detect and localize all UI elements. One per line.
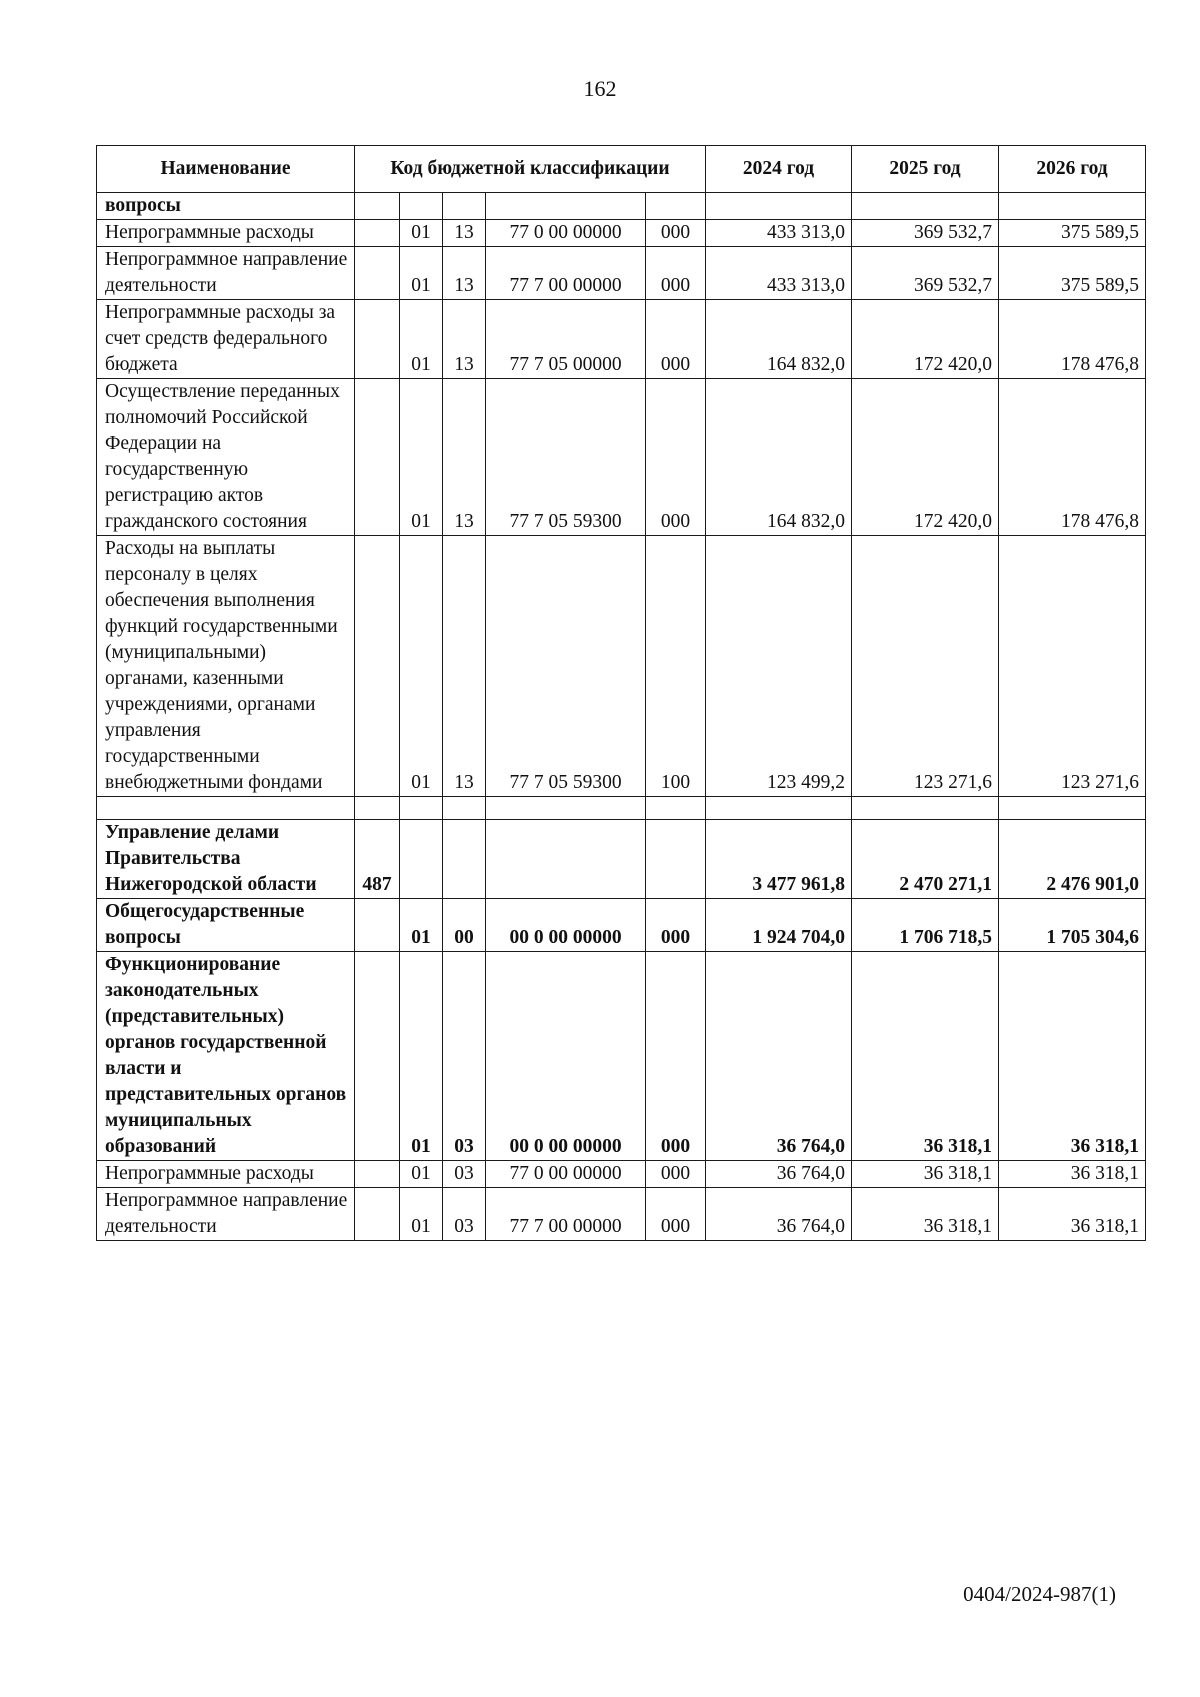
row-amount-2024: 36 764,0 (706, 952, 852, 1161)
row-subsection-code: 13 (443, 379, 486, 536)
row-amount-2024 (706, 193, 852, 220)
row-amount-2024: 164 832,0 (706, 300, 852, 379)
table-row (97, 536, 1146, 797)
row-section-code (400, 193, 443, 220)
header-code: Код бюджетной классификации (355, 146, 706, 193)
row-gov-code (355, 379, 400, 536)
row-subsection-code: 03 (443, 1188, 486, 1241)
row-name: Непрограммные расходы за счет средств федерального бюджета (97, 300, 355, 379)
row-amount-2026: 1 705 304,6 (999, 899, 1146, 952)
row-amount-2025: 36 318,1 (852, 1188, 999, 1241)
table-row (97, 300, 1146, 379)
row-amount-2024: 164 832,0 (706, 379, 852, 536)
row-section-code (400, 797, 443, 820)
row-section-code: 01 (400, 247, 443, 300)
row-amount-2026: 178 476,8 (999, 300, 1146, 379)
row-gov-code: 487 (355, 820, 400, 899)
header-name: Наименование (97, 146, 355, 193)
table-row (97, 247, 1146, 300)
row-subsection-code (443, 193, 486, 220)
row-gov-code (355, 952, 400, 1161)
row-name: Непрограммные расходы (97, 1161, 355, 1188)
row-section-code: 01 (400, 899, 443, 952)
row-name: Непрограммные расходы (97, 220, 355, 247)
row-subsection-code: 00 (443, 899, 486, 952)
row-subsection-code: 13 (443, 536, 486, 797)
row-target-article-code: 00 0 00 00000 (486, 899, 646, 952)
row-amount-2025: 369 532,7 (852, 220, 999, 247)
row-name: Непрограммное направление деятельности (97, 247, 355, 300)
row-expense-type-code: 000 (646, 1188, 706, 1241)
row-expense-type-code: 000 (646, 300, 706, 379)
row-target-article-code: 77 0 00 00000 (486, 220, 646, 247)
row-section-code: 01 (400, 379, 443, 536)
row-amount-2024: 123 499,2 (706, 536, 852, 797)
row-subsection-code: 13 (443, 247, 486, 300)
row-amount-2025: 123 271,6 (852, 536, 999, 797)
row-amount-2026: 36 318,1 (999, 1188, 1146, 1241)
row-amount-2024: 36 764,0 (706, 1161, 852, 1188)
table-row (97, 1188, 1146, 1241)
row-amount-2025: 369 532,7 (852, 247, 999, 300)
row-section-code: 01 (400, 300, 443, 379)
row-expense-type-code (646, 193, 706, 220)
row-amount-2025: 36 318,1 (852, 1161, 999, 1188)
row-expense-type-code: 000 (646, 379, 706, 536)
row-gov-code (355, 193, 400, 220)
table-row (97, 952, 1146, 1161)
row-subsection-code: 13 (443, 220, 486, 247)
table-body (97, 193, 1146, 1241)
row-subsection-code: 03 (443, 952, 486, 1161)
row-section-code: 01 (400, 1161, 443, 1188)
row-gov-code (355, 1188, 400, 1241)
row-name: Функционирование законодательных (представительных) органов государственной власти и представительных органов муниципальных образований (97, 952, 355, 1161)
row-amount-2025: 36 318,1 (852, 952, 999, 1161)
row-amount-2024: 36 764,0 (706, 1188, 852, 1241)
row-amount-2025: 172 420,0 (852, 379, 999, 536)
row-subsection-code (443, 820, 486, 899)
row-subsection-code: 03 (443, 1161, 486, 1188)
row-gov-code (355, 247, 400, 300)
row-gov-code (355, 797, 400, 820)
row-amount-2025: 2 470 271,1 (852, 820, 999, 899)
document-code: 0404/2024-987(1) (963, 1582, 1116, 1606)
row-name: Расходы на выплаты персоналу в целях обеспечения выполнения функций государственными (муниципальными) органами, казенными учреждениями, органами управления государственными внебюджетными фондами (97, 536, 355, 797)
row-amount-2026: 2 476 901,0 (999, 820, 1146, 899)
header-2024: 2024 год (706, 146, 852, 193)
row-target-article-code: 77 7 05 00000 (486, 300, 646, 379)
row-name (97, 797, 355, 820)
row-target-article-code (486, 797, 646, 820)
row-amount-2026: 375 589,5 (999, 247, 1146, 300)
row-amount-2024: 433 313,0 (706, 247, 852, 300)
table-header-row (97, 146, 1146, 193)
row-amount-2026: 36 318,1 (999, 952, 1146, 1161)
row-amount-2025 (852, 797, 999, 820)
budget-table (96, 145, 1146, 1241)
row-amount-2026: 178 476,8 (999, 379, 1146, 536)
row-amount-2026: 36 318,1 (999, 1161, 1146, 1188)
row-target-article-code: 00 0 00 00000 (486, 952, 646, 1161)
row-gov-code (355, 899, 400, 952)
table-row (97, 220, 1146, 247)
row-expense-type-code: 000 (646, 899, 706, 952)
row-target-article-code: 77 7 00 00000 (486, 1188, 646, 1241)
row-gov-code (355, 1161, 400, 1188)
table-row (97, 193, 1146, 220)
row-gov-code (355, 300, 400, 379)
row-section-code (400, 820, 443, 899)
row-target-article-code: 77 7 00 00000 (486, 247, 646, 300)
row-expense-type-code: 000 (646, 952, 706, 1161)
row-amount-2025: 1 706 718,5 (852, 899, 999, 952)
row-name: вопросы (97, 193, 355, 220)
row-target-article-code: 77 7 05 59300 (486, 536, 646, 797)
row-section-code: 01 (400, 952, 443, 1161)
row-gov-code (355, 220, 400, 247)
row-expense-type-code (646, 820, 706, 899)
table-row (97, 1161, 1146, 1188)
row-amount-2026 (999, 193, 1146, 220)
row-name: Осуществление переданных полномочий Российской Федерации на государственную регистрацию актов гражданского состояния (97, 379, 355, 536)
row-name: Непрограммное направление деятельности (97, 1188, 355, 1241)
row-amount-2025 (852, 193, 999, 220)
row-amount-2024 (706, 797, 852, 820)
row-section-code: 01 (400, 1188, 443, 1241)
row-amount-2026 (999, 797, 1146, 820)
table-row (97, 820, 1146, 899)
row-target-article-code (486, 820, 646, 899)
row-amount-2026: 123 271,6 (999, 536, 1146, 797)
row-subsection-code: 13 (443, 300, 486, 379)
row-amount-2024: 3 477 961,8 (706, 820, 852, 899)
row-section-code: 01 (400, 220, 443, 247)
table-row (97, 379, 1146, 536)
row-name: Общегосударственные вопросы (97, 899, 355, 952)
row-gov-code (355, 536, 400, 797)
row-target-article-code: 77 0 00 00000 (486, 1161, 646, 1188)
row-amount-2024: 433 313,0 (706, 220, 852, 247)
row-expense-type-code (646, 797, 706, 820)
header-2026: 2026 год (999, 146, 1146, 193)
row-section-code: 01 (400, 536, 443, 797)
row-expense-type-code: 000 (646, 247, 706, 300)
row-expense-type-code: 100 (646, 536, 706, 797)
header-2025: 2025 год (852, 146, 999, 193)
row-expense-type-code: 000 (646, 220, 706, 247)
table-row (97, 899, 1146, 952)
row-expense-type-code: 000 (646, 1161, 706, 1188)
row-amount-2025: 172 420,0 (852, 300, 999, 379)
row-subsection-code (443, 797, 486, 820)
row-name: Управление делами Правительства Нижегородской области (97, 820, 355, 899)
row-target-article-code: 77 7 05 59300 (486, 379, 646, 536)
row-amount-2024: 1 924 704,0 (706, 899, 852, 952)
table-spacer-row (97, 797, 1146, 820)
page-number: 162 (583, 76, 617, 101)
row-amount-2026: 375 589,5 (999, 220, 1146, 247)
row-target-article-code (486, 193, 646, 220)
